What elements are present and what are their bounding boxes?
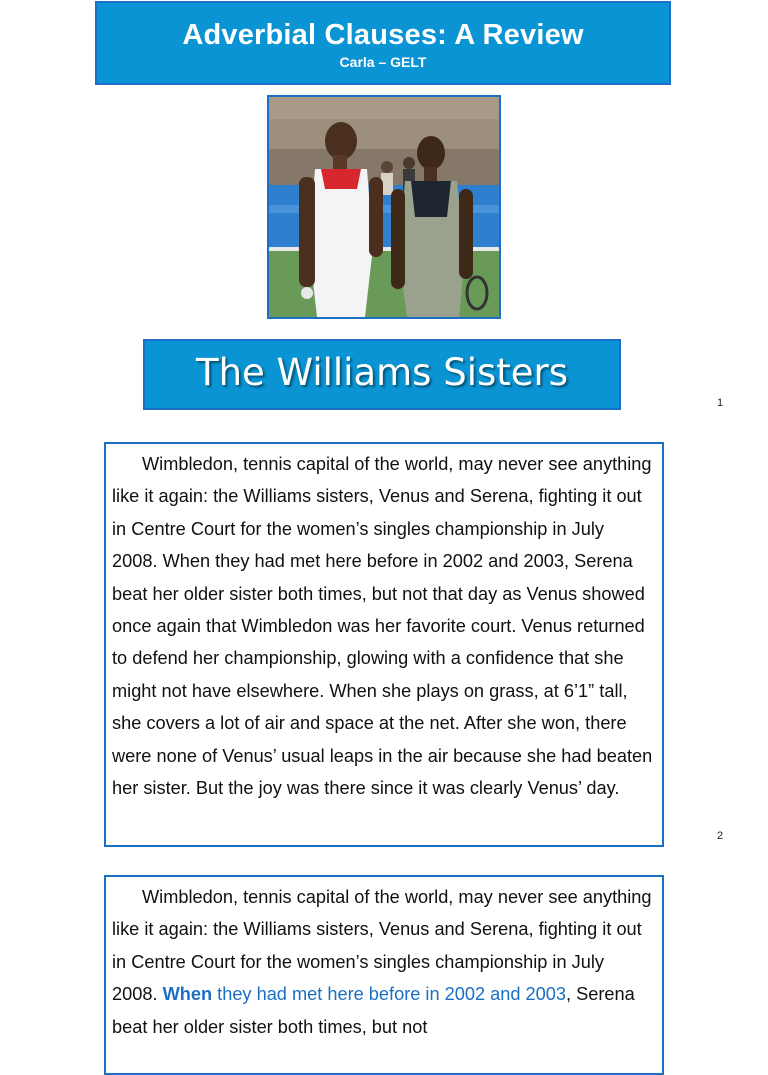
page-number: 2 <box>717 830 724 842</box>
williams-sisters-photo <box>267 95 501 319</box>
paragraph-text-highlighted <box>112 881 654 1043</box>
subordinating-conjunction: When <box>162 984 213 1005</box>
header-title: Adverbial Clauses: A Review <box>182 19 584 51</box>
adverbial-clause: they had met here before in 2002 and 2003 <box>212 984 567 1005</box>
paragraph-text: Wimbledon, tennis capital of the world, may never see anything like it again: the Williams sisters, Venus and Serena, fighting it out in Centre Court for the women’s singles championship in July 2008. When they had met here before in 2002 and 2003, Serena beat her older sister both times, but not that day as Venus showed once again that Wimbledon was her favorite court. Venus returned to defend her championship, glowing with a confidence that she might not have elsewhere. When she plays on grass, at 6’1” tall, she covers a lot of air and space at the net. After she won, there were none of Venus’ usual leaps in the air because she had beaten her sister. But the joy was there since it was clearly Venus’ day. <box>112 454 653 799</box>
page-number: 1 <box>717 397 724 409</box>
header-subtitle: Carla – GELT <box>339 54 427 70</box>
slide-title: The Williams Sisters <box>195 351 569 394</box>
slide-title-box <box>143 339 621 410</box>
paragraph-intro: Wimbledon, tennis capital of the world, may never see anything like it again: the Williams sisters, Venus and Serena, fighting it out in Centre Court for the women’s singles championship in July 2008. <box>112 887 652 1005</box>
header-banner <box>95 1 671 85</box>
paragraph-rest: , Serena beat her older sister both times, but not <box>112 984 635 1037</box>
paragraph-box-highlighted <box>104 875 664 1075</box>
paragraph-box <box>104 442 664 847</box>
